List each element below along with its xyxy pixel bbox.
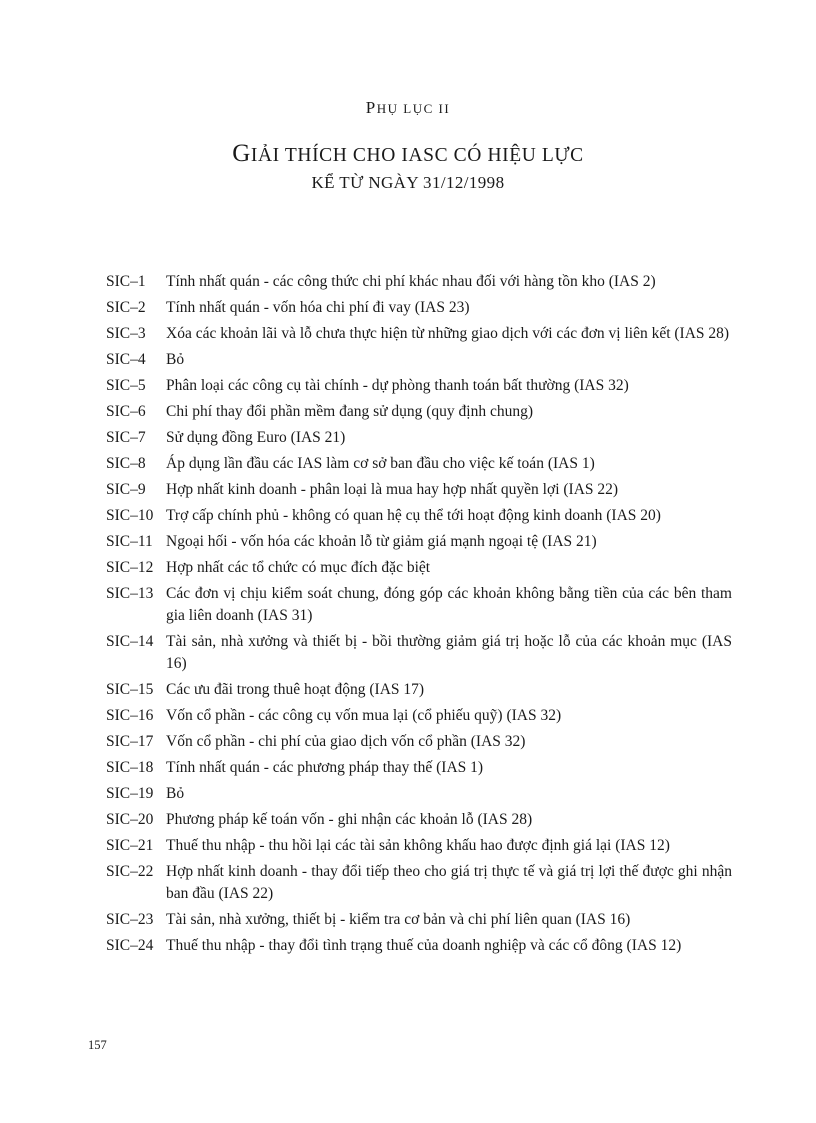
item-code: SIC–11 xyxy=(106,533,153,550)
item-code: SIC–23 xyxy=(106,911,154,928)
kicker-rest: HỤ LỤC II xyxy=(376,101,451,116)
item-code: SIC–20 xyxy=(106,811,154,828)
title-lead: G xyxy=(232,140,251,167)
list-item xyxy=(106,531,732,553)
page-number: 157 xyxy=(88,1038,107,1052)
item-text: Tài sản, nhà xưởng, thiết bị - kiểm tra cơ bản và chi phí liên quan (IAS 16) xyxy=(166,911,631,928)
item-code: SIC–18 xyxy=(106,759,154,776)
list-item xyxy=(106,909,732,931)
item-code: SIC–2 xyxy=(106,299,146,316)
item-code: SIC–9 xyxy=(106,481,146,498)
list-item xyxy=(106,505,732,527)
item-text: Thuế thu nhập - thu hồi lại các tài sản không khấu hao được định giá lại (IAS 12) xyxy=(166,837,670,854)
sic-list xyxy=(0,271,816,957)
list-item xyxy=(106,935,732,957)
item-code: SIC–1 xyxy=(106,273,146,290)
list-item xyxy=(106,479,732,501)
page-subtitle: KỂ TỪ NGÀY 31/12/1998 xyxy=(311,173,505,192)
list-item xyxy=(82,323,732,345)
list-item xyxy=(106,835,732,857)
item-text: Vốn cổ phần - chi phí của giao dịch vốn cổ phần (IAS 32) xyxy=(166,733,526,750)
item-text: Tài sản, nhà xưởng và thiết bị - bồi thường giảm giá trị hoặc lỗ của các khoản mục (IAS 16) xyxy=(166,633,732,672)
item-code: SIC–21 xyxy=(106,837,154,854)
item-code: SIC–8 xyxy=(106,455,146,472)
appendix-kicker xyxy=(0,98,816,118)
item-text: Hợp nhất kinh doanh - thay đổi tiếp theo cho giá trị thực tế và giá trị lợi thế được ghi nhận ban đầu (IAS 22) xyxy=(166,863,732,902)
list-item xyxy=(106,861,732,905)
item-code: SIC–14 xyxy=(106,633,154,650)
kicker-lead: P xyxy=(365,98,377,117)
list-item xyxy=(106,583,732,627)
item-code: SIC–6 xyxy=(106,403,146,420)
item-code: SIC–15 xyxy=(106,681,154,698)
item-text: Áp dụng lần đầu các IAS làm cơ sở ban đầu cho việc kế toán (IAS 1) xyxy=(166,455,595,472)
item-code: SIC–24 xyxy=(106,937,154,954)
list-item xyxy=(106,401,732,423)
item-text: Bỏ xyxy=(166,351,185,368)
list-item xyxy=(106,349,732,371)
item-text: Hợp nhất các tổ chức có mục đích đặc biệt xyxy=(166,559,431,576)
list-item xyxy=(106,271,732,293)
item-code: SIC–5 xyxy=(106,377,146,394)
item-code: SIC–3 xyxy=(106,325,146,342)
item-code: SIC–19 xyxy=(106,785,154,802)
list-item xyxy=(106,557,732,579)
list-item xyxy=(106,631,732,675)
item-text: Sử dụng đồng Euro (IAS 21) xyxy=(166,429,346,446)
item-text: Ngoại hối - vốn hóa các khoản lỗ từ giảm giá mạnh ngoại tệ (IAS 21) xyxy=(166,533,597,550)
list-item xyxy=(106,809,732,831)
list-item xyxy=(106,375,732,397)
item-code: SIC–17 xyxy=(106,733,154,750)
item-text: Các ưu đãi trong thuê hoạt động (IAS 17) xyxy=(166,681,425,698)
list-item xyxy=(106,297,732,319)
item-text: Tính nhất quán - các công thức chi phí khác nhau đối với hàng tồn kho (IAS 2) xyxy=(166,273,656,290)
page-title xyxy=(0,140,816,168)
list-item xyxy=(106,427,732,449)
item-code: SIC–12 xyxy=(106,559,154,576)
item-code: SIC–16 xyxy=(106,707,154,724)
item-code: SIC–7 xyxy=(106,429,146,446)
item-text: Các đơn vị chịu kiểm soát chung, đóng góp các khoản không bằng tiền của các bên tham gia liên doanh (IAS 31) xyxy=(166,585,732,624)
list-item xyxy=(106,757,732,779)
document-header xyxy=(0,0,816,193)
list-item xyxy=(106,679,732,701)
item-text: Bỏ xyxy=(166,785,185,802)
item-code: SIC–10 xyxy=(106,507,154,524)
list-item xyxy=(106,783,732,805)
list-item xyxy=(106,705,732,727)
item-code: SIC–4 xyxy=(106,351,146,368)
item-text: Tính nhất quán - các phương pháp thay thế (IAS 1) xyxy=(166,759,484,776)
item-text: Vốn cổ phần - các công cụ vốn mua lại (cổ phiếu quỹ) (IAS 32) xyxy=(166,707,562,724)
item-text: Trợ cấp chính phủ - không có quan hệ cụ thể tới hoạt động kinh doanh (IAS 20) xyxy=(166,507,661,524)
item-text: Xóa các khoản lãi và lỗ chưa thực hiện từ những giao dịch với các đơn vị liên kết (IAS 28) xyxy=(166,325,730,342)
item-code: SIC–22 xyxy=(106,863,154,880)
item-text: Thuế thu nhập - thay đổi tình trạng thuế của doanh nghiệp và các cổ đông (IAS 12) xyxy=(166,937,682,954)
item-text: Hợp nhất kinh doanh - phân loại là mua hay hợp nhất quyền lợi (IAS 22) xyxy=(166,481,619,498)
item-text: Phân loại các công cụ tài chính - dự phòng thanh toán bất thường (IAS 32) xyxy=(166,377,629,394)
list-item xyxy=(106,731,732,753)
title-rest: IẢI THÍCH CHO IASC CÓ HIỆU LỰC xyxy=(250,145,584,166)
item-text: Tính nhất quán - vốn hóa chi phí đi vay (IAS 23) xyxy=(166,299,470,316)
item-text: Chi phí thay đổi phần mềm đang sử dụng (quy định chung) xyxy=(166,403,534,420)
item-code: SIC–13 xyxy=(106,585,154,602)
item-text: Phương pháp kế toán vốn - ghi nhận các khoản lỗ (IAS 28) xyxy=(166,811,533,828)
list-item xyxy=(106,453,732,475)
